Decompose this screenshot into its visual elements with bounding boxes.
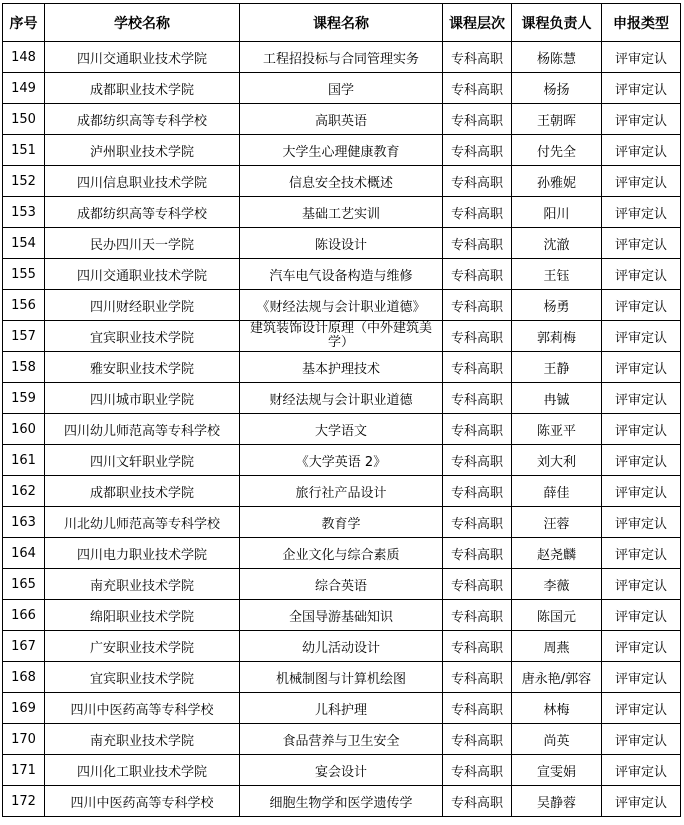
table-row bbox=[3, 507, 681, 538]
cell-leader: 唐永艳/郭容 bbox=[512, 662, 602, 693]
cell-leader: 沈澈 bbox=[512, 228, 602, 259]
cell-leader: 周燕 bbox=[512, 631, 602, 662]
cell-index: 150 bbox=[3, 104, 45, 135]
table-row bbox=[3, 259, 681, 290]
cell-leader: 王朝晖 bbox=[512, 104, 602, 135]
cell-leader: 郭莉梅 bbox=[512, 321, 602, 352]
table-row bbox=[3, 166, 681, 197]
cell-course: 汽车电气设备构造与维修 bbox=[240, 259, 443, 290]
cell-index: 164 bbox=[3, 538, 45, 569]
cell-level: 专科高职 bbox=[443, 600, 512, 631]
cell-level: 专科高职 bbox=[443, 73, 512, 104]
cell-course: 全国导游基础知识 bbox=[240, 600, 443, 631]
cell-school: 绵阳职业技术学院 bbox=[45, 600, 240, 631]
cell-leader: 吴静蓉 bbox=[512, 786, 602, 817]
cell-level: 专科高职 bbox=[443, 631, 512, 662]
table-row bbox=[3, 290, 681, 321]
cell-type: 评审定认 bbox=[602, 104, 681, 135]
cell-level: 专科高职 bbox=[443, 662, 512, 693]
cell-leader: 王钰 bbox=[512, 259, 602, 290]
cell-course: 建筑装饰设计原理（中外建筑美学） bbox=[240, 321, 443, 352]
table-row bbox=[3, 755, 681, 786]
cell-index: 170 bbox=[3, 724, 45, 755]
cell-leader: 付先全 bbox=[512, 135, 602, 166]
cell-type: 评审定认 bbox=[602, 383, 681, 414]
cell-leader: 陈国元 bbox=[512, 600, 602, 631]
table-row bbox=[3, 693, 681, 724]
cell-index: 166 bbox=[3, 600, 45, 631]
cell-index: 171 bbox=[3, 755, 45, 786]
table-row bbox=[3, 538, 681, 569]
cell-course: 工程招投标与合同管理实务 bbox=[240, 42, 443, 73]
table-row bbox=[3, 445, 681, 476]
cell-school: 民办四川天一学院 bbox=[45, 228, 240, 259]
cell-index: 155 bbox=[3, 259, 45, 290]
cell-index: 161 bbox=[3, 445, 45, 476]
cell-leader: 宣雯娟 bbox=[512, 755, 602, 786]
cell-school: 川北幼儿师范高等专科学校 bbox=[45, 507, 240, 538]
table-row bbox=[3, 631, 681, 662]
header-leader: 课程负责人 bbox=[512, 4, 602, 42]
cell-index: 159 bbox=[3, 383, 45, 414]
cell-school: 四川中医药高等专科学校 bbox=[45, 786, 240, 817]
cell-type: 评审定认 bbox=[602, 73, 681, 104]
cell-school: 四川城市职业学院 bbox=[45, 383, 240, 414]
cell-course: 综合英语 bbox=[240, 569, 443, 600]
cell-leader: 刘大利 bbox=[512, 445, 602, 476]
cell-index: 158 bbox=[3, 352, 45, 383]
cell-leader: 冉铖 bbox=[512, 383, 602, 414]
cell-school: 四川交通职业技术学院 bbox=[45, 259, 240, 290]
cell-school: 四川文轩职业学院 bbox=[45, 445, 240, 476]
cell-course: 教育学 bbox=[240, 507, 443, 538]
cell-course: 国学 bbox=[240, 73, 443, 104]
cell-level: 专科高职 bbox=[443, 755, 512, 786]
cell-level: 专科高职 bbox=[443, 290, 512, 321]
cell-index: 151 bbox=[3, 135, 45, 166]
cell-index: 152 bbox=[3, 166, 45, 197]
cell-level: 专科高职 bbox=[443, 414, 512, 445]
cell-course: 企业文化与综合素质 bbox=[240, 538, 443, 569]
cell-leader: 陈亚平 bbox=[512, 414, 602, 445]
cell-level: 专科高职 bbox=[443, 166, 512, 197]
cell-school: 宜宾职业技术学院 bbox=[45, 662, 240, 693]
table-row bbox=[3, 228, 681, 259]
cell-leader: 杨扬 bbox=[512, 73, 602, 104]
cell-index: 163 bbox=[3, 507, 45, 538]
cell-course: 细胞生物学和医学遗传学 bbox=[240, 786, 443, 817]
cell-type: 评审定认 bbox=[602, 166, 681, 197]
cell-type: 评审定认 bbox=[602, 135, 681, 166]
cell-school: 成都纺织高等专科学校 bbox=[45, 104, 240, 135]
cell-level: 专科高职 bbox=[443, 321, 512, 352]
cell-leader: 阳川 bbox=[512, 197, 602, 228]
cell-course: 宴会设计 bbox=[240, 755, 443, 786]
cell-level: 专科高职 bbox=[443, 383, 512, 414]
cell-type: 评审定认 bbox=[602, 42, 681, 73]
cell-level: 专科高职 bbox=[443, 693, 512, 724]
cell-index: 165 bbox=[3, 569, 45, 600]
cell-type: 评审定认 bbox=[602, 259, 681, 290]
cell-type: 评审定认 bbox=[602, 445, 681, 476]
cell-type: 评审定认 bbox=[602, 569, 681, 600]
cell-type: 评审定认 bbox=[602, 786, 681, 817]
cell-leader: 薛佳 bbox=[512, 476, 602, 507]
cell-type: 评审定认 bbox=[602, 228, 681, 259]
cell-course: 基本护理技术 bbox=[240, 352, 443, 383]
cell-type: 评审定认 bbox=[602, 724, 681, 755]
cell-school: 雅安职业技术学院 bbox=[45, 352, 240, 383]
cell-type: 评审定认 bbox=[602, 476, 681, 507]
cell-course: 《大学英语 2》 bbox=[240, 445, 443, 476]
cell-type: 评审定认 bbox=[602, 321, 681, 352]
cell-type: 评审定认 bbox=[602, 693, 681, 724]
table-row bbox=[3, 724, 681, 755]
cell-level: 专科高职 bbox=[443, 569, 512, 600]
course-table bbox=[2, 3, 681, 817]
cell-leader: 孙雅妮 bbox=[512, 166, 602, 197]
cell-level: 专科高职 bbox=[443, 259, 512, 290]
cell-index: 154 bbox=[3, 228, 45, 259]
cell-school: 四川中医药高等专科学校 bbox=[45, 693, 240, 724]
cell-course: 食品营养与卫生安全 bbox=[240, 724, 443, 755]
cell-index: 149 bbox=[3, 73, 45, 104]
cell-type: 评审定认 bbox=[602, 197, 681, 228]
cell-course: 旅行社产品设计 bbox=[240, 476, 443, 507]
cell-school: 南充职业技术学院 bbox=[45, 569, 240, 600]
cell-index: 157 bbox=[3, 321, 45, 352]
table-row bbox=[3, 569, 681, 600]
cell-school: 四川财经职业学院 bbox=[45, 290, 240, 321]
cell-level: 专科高职 bbox=[443, 786, 512, 817]
cell-type: 评审定认 bbox=[602, 507, 681, 538]
cell-index: 168 bbox=[3, 662, 45, 693]
cell-school: 南充职业技术学院 bbox=[45, 724, 240, 755]
cell-level: 专科高职 bbox=[443, 42, 512, 73]
table-row bbox=[3, 600, 681, 631]
cell-school: 成都纺织高等专科学校 bbox=[45, 197, 240, 228]
cell-leader: 赵尧麟 bbox=[512, 538, 602, 569]
cell-course: 基础工艺实训 bbox=[240, 197, 443, 228]
cell-type: 评审定认 bbox=[602, 600, 681, 631]
cell-school: 四川电力职业技术学院 bbox=[45, 538, 240, 569]
cell-leader: 杨陈慧 bbox=[512, 42, 602, 73]
table-row bbox=[3, 476, 681, 507]
cell-leader: 汪蓉 bbox=[512, 507, 602, 538]
cell-type: 评审定认 bbox=[602, 414, 681, 445]
header-index: 序号 bbox=[3, 4, 45, 42]
cell-index: 160 bbox=[3, 414, 45, 445]
table-row bbox=[3, 197, 681, 228]
cell-type: 评审定认 bbox=[602, 538, 681, 569]
header-type: 申报类型 bbox=[602, 4, 681, 42]
header-school: 学校名称 bbox=[45, 4, 240, 42]
cell-type: 评审定认 bbox=[602, 631, 681, 662]
cell-leader: 林梅 bbox=[512, 693, 602, 724]
table-row bbox=[3, 321, 681, 352]
cell-course: 幼儿活动设计 bbox=[240, 631, 443, 662]
cell-level: 专科高职 bbox=[443, 445, 512, 476]
cell-index: 172 bbox=[3, 786, 45, 817]
cell-type: 评审定认 bbox=[602, 755, 681, 786]
cell-index: 167 bbox=[3, 631, 45, 662]
cell-school: 四川幼儿师范高等专科学校 bbox=[45, 414, 240, 445]
table-row bbox=[3, 414, 681, 445]
table-row bbox=[3, 42, 681, 73]
table-row bbox=[3, 73, 681, 104]
cell-course: 《财经法规与会计职业道德》 bbox=[240, 290, 443, 321]
cell-level: 专科高职 bbox=[443, 135, 512, 166]
table-row bbox=[3, 786, 681, 817]
table-row bbox=[3, 104, 681, 135]
cell-course: 大学生心理健康教育 bbox=[240, 135, 443, 166]
cell-type: 评审定认 bbox=[602, 352, 681, 383]
cell-leader: 尚英 bbox=[512, 724, 602, 755]
table-row bbox=[3, 352, 681, 383]
table-header bbox=[3, 4, 681, 42]
cell-level: 专科高职 bbox=[443, 724, 512, 755]
cell-school: 泸州职业技术学院 bbox=[45, 135, 240, 166]
cell-school: 广安职业技术学院 bbox=[45, 631, 240, 662]
cell-course: 信息安全技术概述 bbox=[240, 166, 443, 197]
cell-index: 153 bbox=[3, 197, 45, 228]
cell-index: 148 bbox=[3, 42, 45, 73]
header-row bbox=[3, 4, 681, 42]
cell-level: 专科高职 bbox=[443, 507, 512, 538]
cell-type: 评审定认 bbox=[602, 662, 681, 693]
cell-course: 儿科护理 bbox=[240, 693, 443, 724]
cell-index: 162 bbox=[3, 476, 45, 507]
cell-school: 成都职业技术学院 bbox=[45, 476, 240, 507]
header-level: 课程层次 bbox=[443, 4, 512, 42]
header-course: 课程名称 bbox=[240, 4, 443, 42]
table-row bbox=[3, 662, 681, 693]
cell-level: 专科高职 bbox=[443, 352, 512, 383]
cell-course: 机械制图与计算机绘图 bbox=[240, 662, 443, 693]
cell-school: 成都职业技术学院 bbox=[45, 73, 240, 104]
cell-index: 169 bbox=[3, 693, 45, 724]
cell-course: 陈设设计 bbox=[240, 228, 443, 259]
cell-level: 专科高职 bbox=[443, 476, 512, 507]
cell-course: 大学语文 bbox=[240, 414, 443, 445]
cell-type: 评审定认 bbox=[602, 290, 681, 321]
cell-level: 专科高职 bbox=[443, 228, 512, 259]
cell-leader: 李薇 bbox=[512, 569, 602, 600]
cell-course: 高职英语 bbox=[240, 104, 443, 135]
cell-course: 财经法规与会计职业道德 bbox=[240, 383, 443, 414]
table-row bbox=[3, 135, 681, 166]
cell-level: 专科高职 bbox=[443, 197, 512, 228]
cell-school: 宜宾职业技术学院 bbox=[45, 321, 240, 352]
cell-leader: 王静 bbox=[512, 352, 602, 383]
table-row bbox=[3, 383, 681, 414]
cell-school: 四川信息职业技术学院 bbox=[45, 166, 240, 197]
cell-school: 四川化工职业技术学院 bbox=[45, 755, 240, 786]
cell-school: 四川交通职业技术学院 bbox=[45, 42, 240, 73]
table-body bbox=[3, 42, 681, 817]
cell-index: 156 bbox=[3, 290, 45, 321]
cell-level: 专科高职 bbox=[443, 104, 512, 135]
cell-level: 专科高职 bbox=[443, 538, 512, 569]
cell-leader: 杨勇 bbox=[512, 290, 602, 321]
